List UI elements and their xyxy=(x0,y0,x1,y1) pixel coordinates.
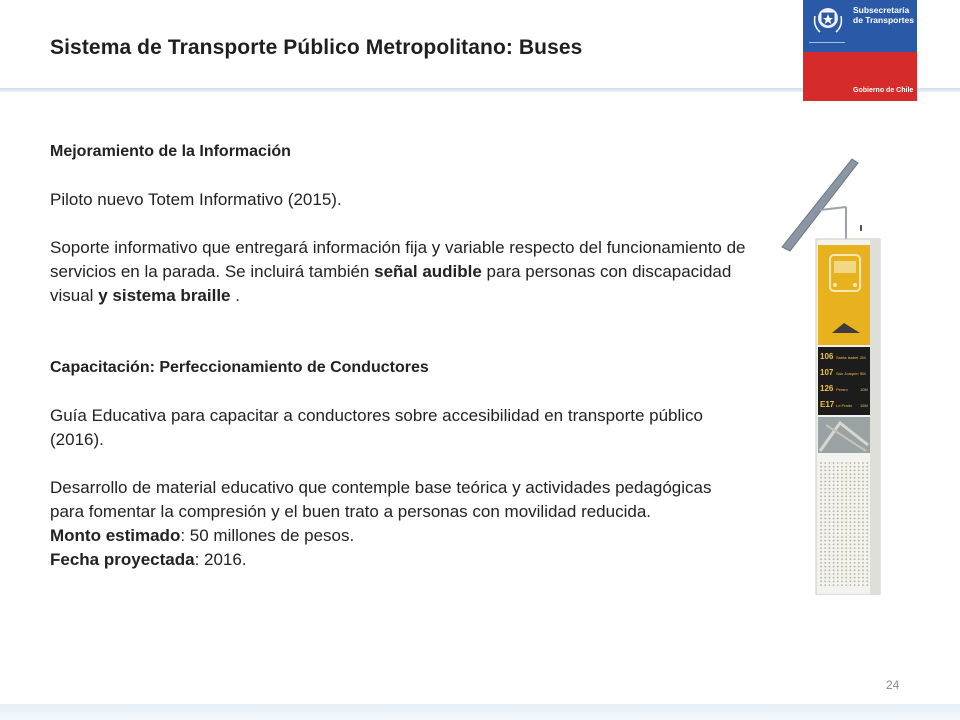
fecha-line xyxy=(50,548,750,572)
monto-line xyxy=(50,524,750,548)
route-eta: 2M xyxy=(860,355,866,360)
section-heading-capacitacion: Capacitación: Perfeccionamiento de Conductores xyxy=(50,359,429,376)
emphasis-y: y xyxy=(98,286,108,305)
logo-divider xyxy=(809,42,845,43)
route-number: 107 xyxy=(820,368,834,377)
page-number: 24 xyxy=(886,678,900,692)
paragraph-desarrollo: Desarrollo de material educativo que contemple base teórica y actividades pedagógicas para fomentar la compresión y el buen trato a personas con movilidad reducida. xyxy=(50,478,712,521)
logo-line-1: Subsecretaría xyxy=(853,5,910,15)
route-eta: 15M xyxy=(860,403,868,408)
paragraph-soporte xyxy=(50,236,750,308)
monto-label: Monto estimado xyxy=(50,526,181,545)
emphasis-senal-audible: señal audible xyxy=(374,262,482,281)
totem-image xyxy=(780,155,890,595)
route-number: E17 xyxy=(820,400,835,409)
paragraph-piloto: Piloto nuevo Totem Informativo (2015). xyxy=(50,190,342,209)
soporte-text-2: para personas con discapacidad visual xyxy=(50,262,732,305)
section-heading-informacion: Mejoramiento de la Información xyxy=(50,143,291,160)
monto-value: : 50 millones de pesos. xyxy=(180,526,355,545)
logo-footer-text: Gobierno de Chile xyxy=(853,87,914,94)
route-name: Persro xyxy=(836,387,848,392)
coat-of-arms-icon xyxy=(811,4,845,38)
logo-name xyxy=(853,5,917,25)
route-name: Lo Prado xyxy=(836,403,853,408)
slide-body xyxy=(50,140,750,572)
route-name: Santa Isabel xyxy=(836,355,859,360)
route-name: San Joaquín xyxy=(836,371,859,376)
subsecretaria-logo xyxy=(803,0,917,101)
emphasis-sistema-braille: sistema braille xyxy=(112,286,231,305)
slide-title: Sistema de Transporte Público Metropolitano: Buses xyxy=(50,36,583,59)
paragraph-guia: Guía Educativa para capacitar a conductores sobre accesibilidad en transporte público (2016). xyxy=(50,406,703,449)
route-eta: 5M xyxy=(860,371,866,376)
footer-band xyxy=(0,704,960,720)
soporte-end: . xyxy=(230,286,240,305)
soporte-text: Soporte informativo que entregará información fija y variable respecto del funcionamiento de servicios en la parada. Se incluirá también xyxy=(50,238,746,281)
route-number: 126 xyxy=(820,384,834,393)
fecha-label: Fecha proyectada xyxy=(50,550,195,569)
route-number: 106 xyxy=(820,352,834,361)
route-eta: 10M xyxy=(860,387,868,392)
fecha-value: : 2016. xyxy=(194,550,247,569)
logo-line-2: de Transportes xyxy=(853,15,914,25)
